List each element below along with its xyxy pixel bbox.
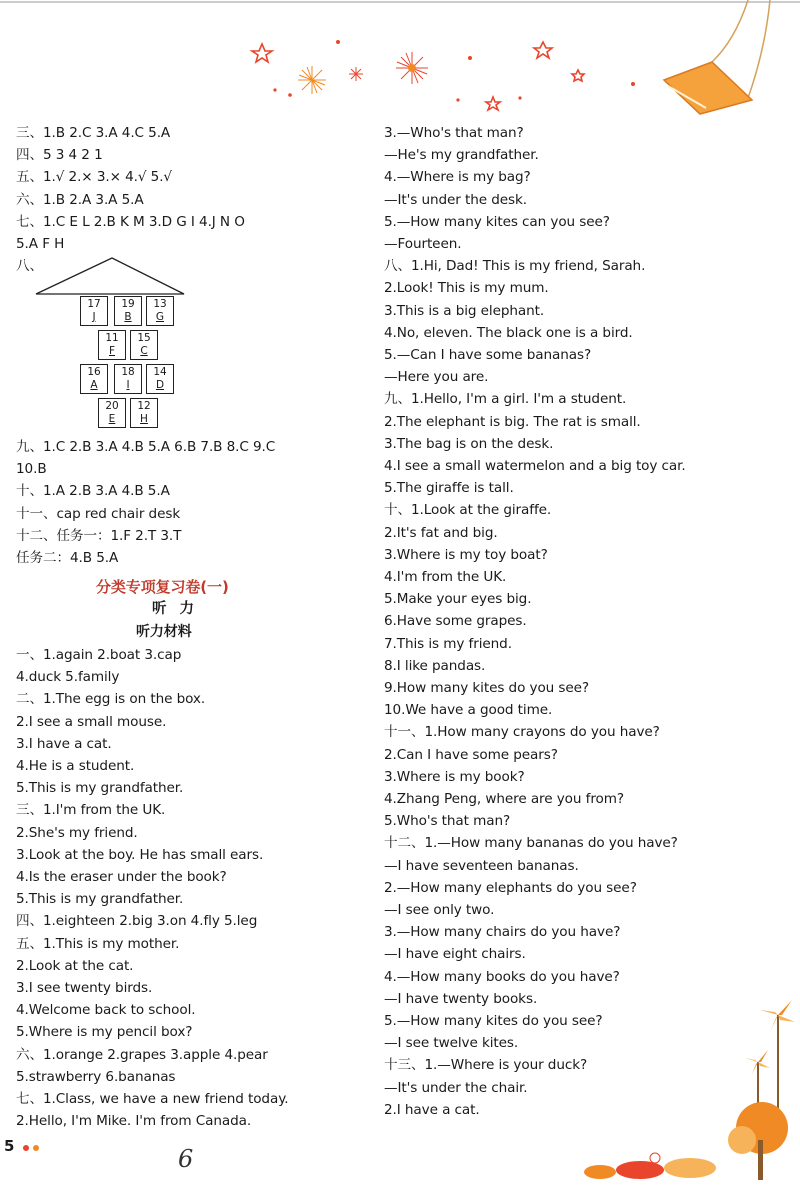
transcript-line: 5.The giraffe is tall. [384,480,514,497]
answer-line: 四、5 3 4 2 1 [16,147,103,164]
transcript-line: 4.—Where is my bag? [384,169,531,186]
transcript-line: 5.This is my grandfather. [16,780,184,797]
transcript-line: 3.Where is my toy boat? [384,546,548,563]
transcript-line: —He's my grandfather. [384,147,539,164]
transcript-line: 5.Make your eyes big. [384,591,532,608]
transcript-line: 3.—Who's that man? [384,125,524,141]
cell-number: 14 [153,366,167,378]
transcript-line: 3.Look at the boy. He has small ears. [16,846,264,863]
transcript-line: 四、1.eighteen 2.big 3.on 4.fly 5.leg [16,913,258,930]
transcript-line: 4.He is a student. [16,758,135,774]
cell-letter: B [124,311,132,323]
swing-icon [664,0,770,114]
answer-line: 七、1.C E L 2.B K M 3.D G I 4.J N O [16,213,245,230]
transcript-line: 5.strawberry 6.bananas [16,1068,176,1085]
cell-letter: D [155,379,165,391]
house-cell [98,398,126,428]
transcript-line: 7.This is my friend. [384,635,512,652]
transcript-line: 5.Where is my pencil box? [16,1024,193,1041]
cell-number: 20 [105,400,119,412]
handwritten-note: 6 [178,1145,194,1173]
firework-icon [298,52,428,94]
answer-line: 九、1.C 2.B 3.A 4.B 5.A 6.B 7.B 8.C 9.C [16,439,276,455]
cell-number: 19 [121,298,135,310]
transcript-line: 2.Can I have some pears? [384,746,558,763]
answer-line: 三、1.B 2.C 3.A 4.C 5.A [16,125,171,141]
transcript-line: 2.I have a cat. [384,1101,480,1118]
transcript-line: 10.We have a good time. [384,702,553,719]
cell-number: 17 [87,298,101,310]
page-number: 5 [4,1137,15,1155]
transcript-line: 3.I have a cat. [16,735,112,752]
transcript-line: —Fourteen. [384,236,462,252]
transcript-line: 5.—How many kites do you see? [384,1013,603,1029]
transcript-line: 十、1.Look at the giraffe. [384,502,552,519]
transcript-line: 4.Is the eraser under the book? [16,869,227,885]
sparkle-dots [273,40,635,102]
transcript-line: 六、1.orange 2.grapes 3.apple 4.pear [16,1046,268,1063]
transcript-line: 4.I'm from the UK. [384,569,507,585]
transcript-line: 八、1.Hi, Dad! This is my friend, Sarah. [384,258,646,275]
house-cell [130,330,158,360]
star-icon [252,42,584,110]
cell-number: 16 [87,366,101,378]
cell-number: 18 [121,366,135,378]
answer-line: 任务二：4.B 5.A [16,550,119,566]
transcript-line: 2.I see a small mouse. [16,713,167,730]
transcript-line: 5.—Can I have some bananas? [384,347,592,363]
transcript-line: 2.Hello, I'm Mike. I'm from Canada. [16,1113,252,1130]
answer-line: 5.A F H [16,236,65,252]
transcript-line: 九、1.Hello, I'm a girl. I'm a student. [384,391,627,408]
transcript-line: 3.This is a big elephant. [384,302,545,319]
transcript-line: 4.Welcome back to school. [16,1002,196,1019]
transcript-line: 七、1.Class, we have a new friend today. [16,1091,289,1107]
section-subtitle: 听 力 [152,601,199,617]
transcript-line: 3.Where is my book? [384,768,525,785]
cell-letter: I [126,379,130,391]
transcript-line: 二、1.The egg is on the box. [16,691,206,708]
transcript-line: 4.No, eleven. The black one is a bird. [384,324,633,341]
transcript-line: 6.Have some grapes. [384,613,527,630]
house-cell [114,296,142,326]
transcript-line: 4.—How many books do you have? [384,968,620,985]
transcript-line: —Here you are. [384,369,489,386]
pinwheel-icon [745,1000,795,1140]
transcript-line: —I have twenty books. [384,990,538,1007]
transcript-line: —I have seventeen bananas. [384,857,579,874]
tree-icon [584,1102,788,1180]
transcript-line: 5.This is my grandfather. [16,891,184,908]
cell-letter: A [90,379,98,391]
transcript-line: 五、1.This is my mother. [16,935,180,952]
house-cell [80,296,108,326]
answer-line: 10.B [16,461,47,478]
transcript-line: 三、1.I'm from the UK. [16,802,166,819]
answer-line: 十二、任务一：1.F 2.T 3.T [16,527,182,544]
transcript-line: 4.Zhang Peng, where are you from? [384,791,624,807]
house-cell [98,330,126,360]
answer-line: 十、1.A 2.B 3.A 4.B 5.A [16,483,170,500]
house-cell [114,364,142,394]
answer-line: 六、1.B 2.A 3.A 5.A [16,191,144,208]
section-title: 分类专项复习卷(一) [96,578,229,596]
transcript-line: —I see only two. [384,902,495,918]
transcript-line: 5.—How many kites can you see? [384,213,610,230]
cell-letter: C [140,345,148,357]
answer-line: 五、1.√ 2.× 3.× 4.√ 5.√ [16,169,172,186]
transcript-line: 十二、1.—How many bananas do you have? [384,835,678,852]
transcript-line: 3.I see twenty birds. [16,980,153,996]
house-cell [130,398,158,428]
transcript-line: —I see twelve kites. [384,1035,519,1052]
section-material-title: 听力材料 [136,624,192,640]
transcript-line: 一、1.again 2.boat 3.cap [16,647,182,663]
house-cell [80,364,108,394]
transcript-line: 4.duck 5.family [16,669,120,686]
transcript-line: 3.The bag is on the desk. [384,435,554,452]
transcript-line: 4.I see a small watermelon and a big toy car. [384,458,686,474]
house-roof [36,258,196,294]
transcript-line: 3.—How many chairs do you have? [384,924,621,941]
transcript-line: 2.Look at the cat. [16,957,134,974]
transcript-line: 2.—How many elephants do you see? [384,879,637,896]
cell-letter: E [108,413,116,425]
cell-letter: J [92,311,96,323]
transcript-line: 2.Look! This is my mum. [384,280,549,297]
transcript-line: 十一、1.How many crayons do you have? [384,724,660,741]
transcript-line: —I have eight chairs. [384,946,526,963]
cell-number: 11 [105,332,119,344]
transcript-line: 十三、1.—Where is your duck? [384,1057,588,1074]
answer-line: 十一、cap red chair desk [16,505,181,522]
answer-line: 八、 [16,258,43,275]
cell-letter: H [140,413,148,425]
transcript-line: 2.It's fat and big. [384,524,498,541]
cell-letter: G [155,311,165,323]
cell-letter: F [108,345,116,357]
cell-number: 15 [137,332,151,344]
transcript-line: 2.The elephant is big. The rat is small. [384,413,641,430]
house-cell [146,296,174,326]
transcript-line: 2.She's my friend. [16,824,138,841]
transcript-line: —It's under the chair. [384,1079,528,1096]
transcript-line: 5.Who's that man? [384,813,511,830]
page-dots [23,1145,39,1151]
transcript-line: —It's under the desk. [384,191,528,208]
cell-number: 12 [137,400,151,412]
house-cell [146,364,174,394]
transcript-line: 8.I like pandas. [384,657,486,674]
cell-number: 13 [153,298,167,310]
transcript-line: 9.How many kites do you see? [384,680,590,696]
